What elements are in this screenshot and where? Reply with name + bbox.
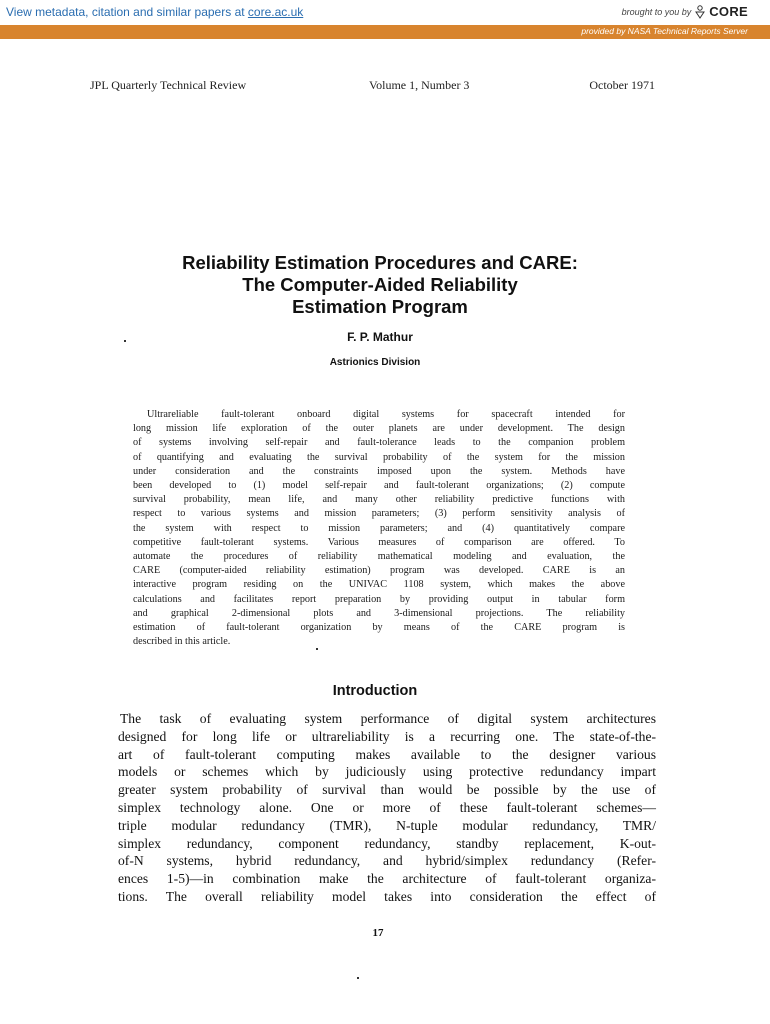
body-line: simplex redundancy, component redundancy, standby replacement, K-out-	[118, 835, 656, 851]
title-line: Reliability Estimation Procedures and CARE:	[182, 252, 578, 273]
core-banner	[0, 0, 770, 25]
body-line: of-N systems, hybrid redundancy, and hybrid/simplex redundancy (Refer-	[118, 853, 656, 869]
core-metadata-text: View metadata, citation and similar papers at	[6, 5, 248, 19]
body-line: models or schemes which by judiciously using protective redundancy impart	[118, 764, 656, 780]
core-logo-icon	[694, 5, 706, 19]
abstract-line: respect to various systems and mission parameters; (3) perform sensitivity analysis of	[133, 508, 625, 520]
abstract-line: survival probability, mean life, and many other reliability predictive functions with	[133, 494, 625, 506]
abstract-line: been developed to (1) model self-repair and fault-tolerant organizations; (2) compute	[133, 480, 625, 492]
body-line: tions. The overall reliability model takes into consideration the effect of	[118, 888, 656, 904]
volume-number: Volume 1, Number 3	[369, 78, 470, 92]
abstract-line: Ultrareliable fault-tolerant onboard digital systems for spacecraft intended for	[147, 409, 625, 420]
body-line: The task of evaluating system performance of digital system architectures	[120, 711, 656, 726]
body-line: ences 1-5)—in combination make the architecture of fault-tolerant organiza-	[118, 871, 656, 887]
author-name: F. P. Mathur	[347, 330, 413, 344]
abstract-line: under consideration and the constraints imposed upon the system. Methods have	[133, 465, 625, 477]
provided-by-text[interactable]: provided by NASA Technical Reports Server	[581, 26, 748, 36]
body-line: designed for long life or ultrareliability is a recurring one. The state-of-the-	[118, 728, 656, 744]
core-metadata-link[interactable]	[6, 5, 303, 19]
abstract-line: automate the procedures of reliability mathematical modeling and evaluation, the	[133, 551, 625, 563]
abstract-line: estimation of fault-tolerant organization by means of the CARE program is	[133, 622, 625, 634]
body-line: greater system probability of survival than would be possible by the use of	[118, 782, 656, 798]
issue-date: October 1971	[589, 78, 655, 92]
abstract	[133, 408, 625, 649]
abstract-line: competitive fault-tolerant systems. Various measures of comparison are offered. To	[133, 536, 625, 548]
provided-by-bar	[0, 25, 770, 39]
journal-name: JPL Quarterly Technical Review	[90, 78, 247, 92]
abstract-line: the system with respect to mission parameters; and (4) quantitatively compare	[133, 522, 625, 534]
scan-speck	[357, 977, 359, 979]
article-title	[100, 252, 660, 318]
introduction-body	[118, 710, 656, 906]
abstract-line: CARE (computer-aided reliability estimation) program was developed. CARE is an	[133, 565, 625, 577]
scan-speck	[316, 648, 318, 650]
body-line: art of fault-tolerant computing makes available to the designer various	[118, 746, 656, 762]
abstract-line: calculations and facilitates report preparation by providing output in tabular form	[133, 593, 625, 605]
body-line: triple modular redundancy (TMR), N-tuple modular redundancy, TMR/	[118, 817, 656, 833]
brought-to-you-by-label: brought to you by	[621, 6, 692, 17]
scan-speck	[124, 340, 126, 342]
core-ac-uk-link[interactable]: core.ac.uk	[247, 5, 304, 19]
body-line: simplex technology alone. One or more of these fault-tolerant schemes—	[118, 799, 656, 815]
running-header	[90, 78, 655, 94]
section-heading-introduction: Introduction	[332, 683, 418, 699]
core-logo-text: CORE	[709, 4, 748, 19]
author-affiliation: Astrionics Division	[329, 357, 421, 368]
abstract-line: of quantifying and evaluating the survival probability of the system for the mission	[133, 451, 625, 463]
abstract-line: and graphical 2-dimensional plots and 3-dimensional projections. The reliability	[133, 607, 625, 619]
core-brand[interactable]	[622, 4, 748, 19]
abstract-line: interactive program residing on the UNIVAC 1108 system, which makes the above	[133, 579, 625, 591]
abstract-line: described in this article.	[133, 636, 231, 648]
title-line: Estimation Program	[292, 296, 468, 317]
page-number: 17	[372, 927, 384, 939]
abstract-line: of systems involving self-repair and fault-tolerance leads to the companion problem	[133, 437, 625, 449]
abstract-line: long mission life exploration of the outer planets are under development. The design	[133, 423, 625, 435]
title-line: The Computer-Aided Reliability	[242, 274, 518, 295]
